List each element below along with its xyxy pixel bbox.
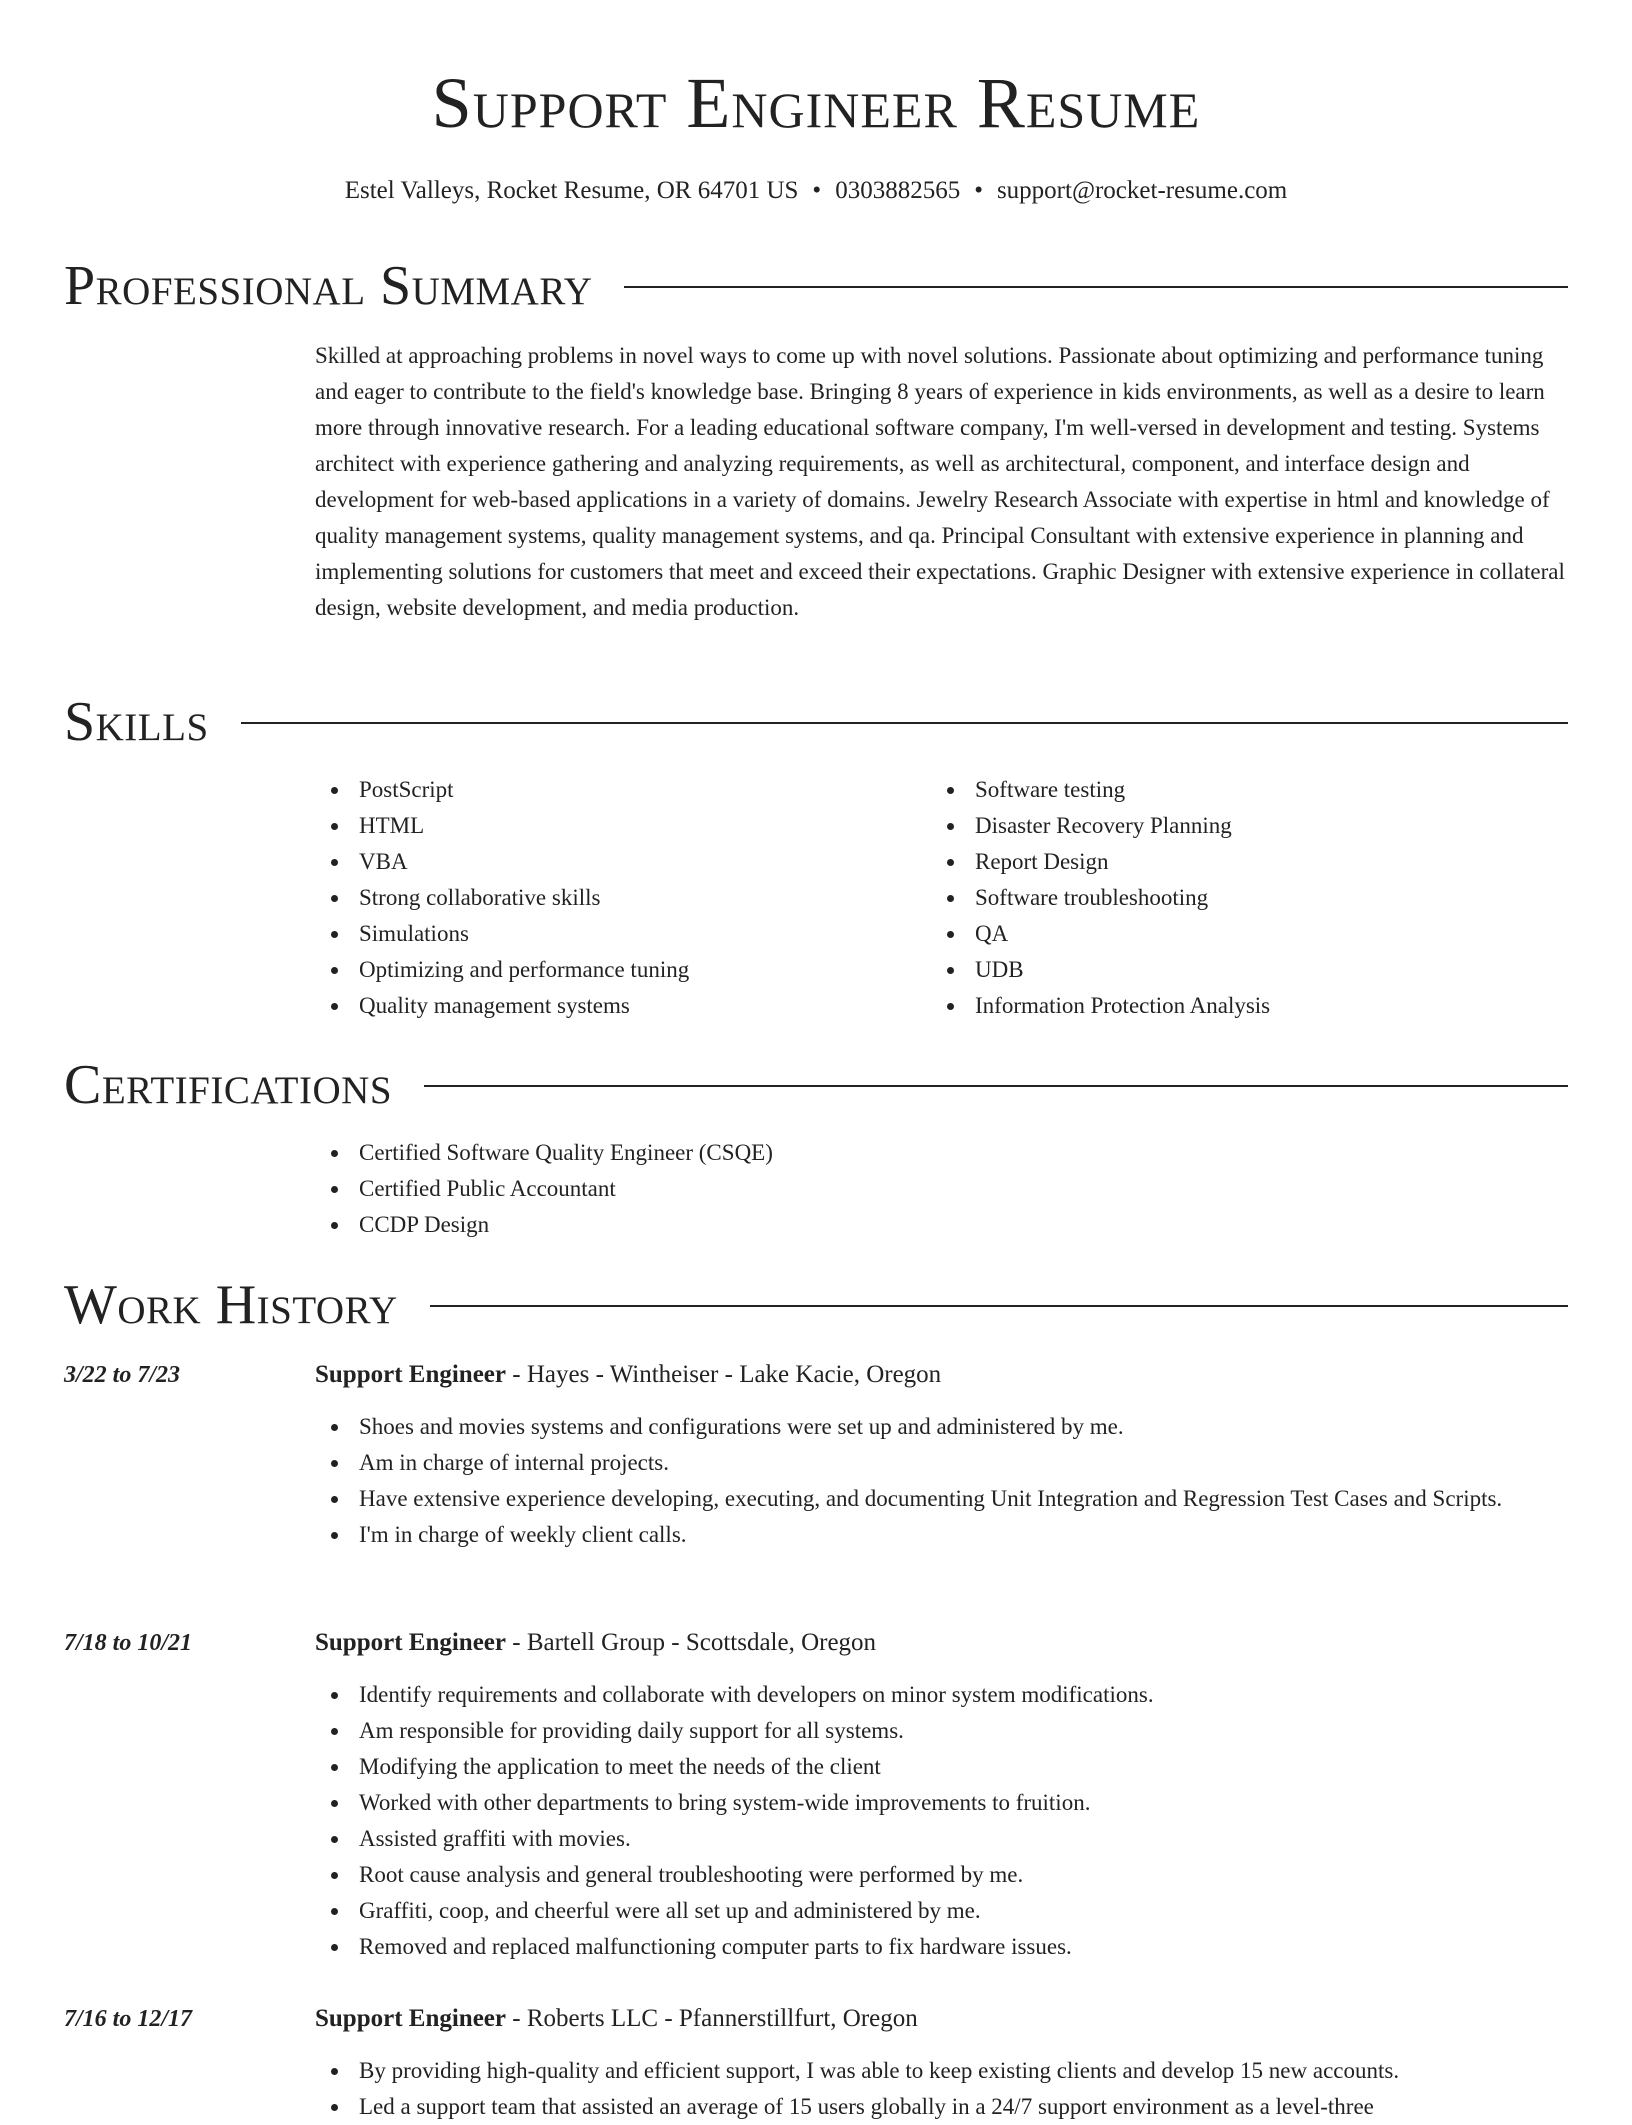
job-title: Support Engineer	[315, 2005, 507, 2032]
contact-phone: 0303882565	[835, 177, 961, 204]
skill-item: Disaster Recovery Planning	[931, 808, 1568, 844]
skill-item: Software troubleshooting	[931, 880, 1568, 916]
skills-list-left	[315, 772, 915, 1024]
certifications-section-heading	[64, 1053, 1568, 1117]
job-dates: 7/18 to 10/21	[64, 1630, 193, 1656]
section-divider	[624, 286, 1568, 288]
job-bullet: Assisted graffiti with movies.	[315, 1821, 1568, 1857]
skill-item: Quality management systems	[315, 988, 915, 1024]
job-heading	[315, 2001, 918, 2037]
skill-item: Simulations	[315, 916, 915, 952]
skill-item: VBA	[315, 844, 915, 880]
job-bullet: Shoes and movies systems and configurations were set up and administered by me.	[315, 1409, 1568, 1445]
job-bullets	[315, 1677, 1568, 1965]
certification-item: Certified Software Quality Engineer (CSQE)	[315, 1135, 1568, 1171]
certification-item: Certified Public Accountant	[315, 1171, 1568, 1207]
job-bullet: Am in charge of internal projects.	[315, 1445, 1568, 1481]
section-divider	[430, 1305, 1568, 1307]
skill-item: Information Protection Analysis	[931, 988, 1568, 1024]
job-details: - Hayes - Wintheiser - Lake Kacie, Oregon	[506, 1361, 942, 1388]
summary-section-heading	[64, 254, 1568, 318]
job-details: - Roberts LLC - Pfannerstillfurt, Oregon	[506, 2005, 918, 2032]
summary-heading: Professional Summary	[64, 255, 593, 317]
skills-heading: Skills	[64, 691, 209, 753]
skills-section-heading	[64, 690, 1568, 754]
work-heading: Work History	[64, 1274, 398, 1336]
certification-item: CCDP Design	[315, 1207, 1568, 1243]
job-dates: 3/22 to 7/23	[64, 1362, 181, 1388]
job-bullet: By providing high-quality and efficient support, I was able to keep existing clients and develop 15 new accounts.	[315, 2053, 1568, 2089]
skill-item: Report Design	[931, 844, 1568, 880]
job-bullet: I'm in charge of weekly client calls.	[315, 1517, 1568, 1553]
contact-line	[64, 174, 1568, 208]
job-title: Support Engineer	[315, 1361, 507, 1388]
contact-email[interactable]: support@rocket-resume.com	[996, 177, 1288, 204]
job-bullet: Worked with other departments to bring system-wide improvements to fruition.	[315, 1785, 1568, 1821]
job-bullet: Root cause analysis and general troubleshooting were performed by me.	[315, 1857, 1568, 1893]
section-divider	[241, 722, 1568, 724]
job-title: Support Engineer	[315, 1629, 507, 1656]
resume-title: Support Engineer Resume	[431, 63, 1201, 143]
job-bullet: Led a support team that assisted an average of 15 users globally in a 24/7 support environment as a level-three	[315, 2089, 1568, 2125]
skill-item: PostScript	[315, 772, 915, 808]
job-bullet: Have extensive experience developing, executing, and documenting Unit Integration and Regression Test Cases and Scripts.	[315, 1481, 1568, 1517]
skill-item: Optimizing and performance tuning	[315, 952, 915, 988]
job-bullets	[315, 1409, 1568, 1553]
job-bullet: Graffiti, coop, and cheerful were all set up and administered by me.	[315, 1893, 1568, 1929]
job-bullet: Modifying the application to meet the needs of the client	[315, 1749, 1568, 1785]
job-heading	[315, 1357, 941, 1393]
job-bullets	[315, 2053, 1568, 2125]
skill-item: QA	[931, 916, 1568, 952]
work-section-heading	[64, 1273, 1568, 1337]
job-bullet: Identify requirements and collaborate with developers on minor system modifications.	[315, 1677, 1568, 1713]
skill-item: Strong collaborative skills	[315, 880, 915, 916]
job-heading	[315, 1625, 876, 1661]
certifications-list	[315, 1135, 1568, 1243]
job-bullet: Am responsible for providing daily support for all systems.	[315, 1713, 1568, 1749]
contact-separator: •	[974, 177, 983, 204]
certifications-heading: Certifications	[64, 1054, 393, 1116]
job-details: - Bartell Group - Scottsdale, Oregon	[506, 1629, 877, 1656]
skill-item: UDB	[931, 952, 1568, 988]
skills-list-right	[931, 772, 1568, 1024]
skill-item: HTML	[315, 808, 915, 844]
contact-address: Estel Valleys, Rocket Resume, OR 64701 US	[344, 177, 799, 204]
section-divider	[424, 1085, 1568, 1087]
skill-item: Software testing	[931, 772, 1568, 808]
contact-separator: •	[812, 177, 822, 204]
job-dates: 7/16 to 12/17	[64, 2006, 193, 2032]
job-bullet: Removed and replaced malfunctioning computer parts to fix hardware issues.	[315, 1929, 1568, 1965]
summary-text: Skilled at approaching problems in novel ways to come up with novel solutions. Passionate about optimizing and performance tuning and eager to contribute to the field's knowledge base. Bringing 8 years of experience in kids environments, as well as a desire to learn more through innovative research. For a leading educational software company, I'm well-versed in development and testing. Systems architect with experience gathering and analyzing requirements, as well as architectural, component, and interface design and development for web-based applications in a variety of domains. Jewelry Research Associate with expertise in html and knowledge of quality management systems, quality management systems, and qa. Principal Consultant with extensive experience in planning and implementing solutions for customers that meet and exceed their expectations. Graphic Designer with extensive experience in collateral design, website development, and media production.	[315, 343, 1565, 620]
